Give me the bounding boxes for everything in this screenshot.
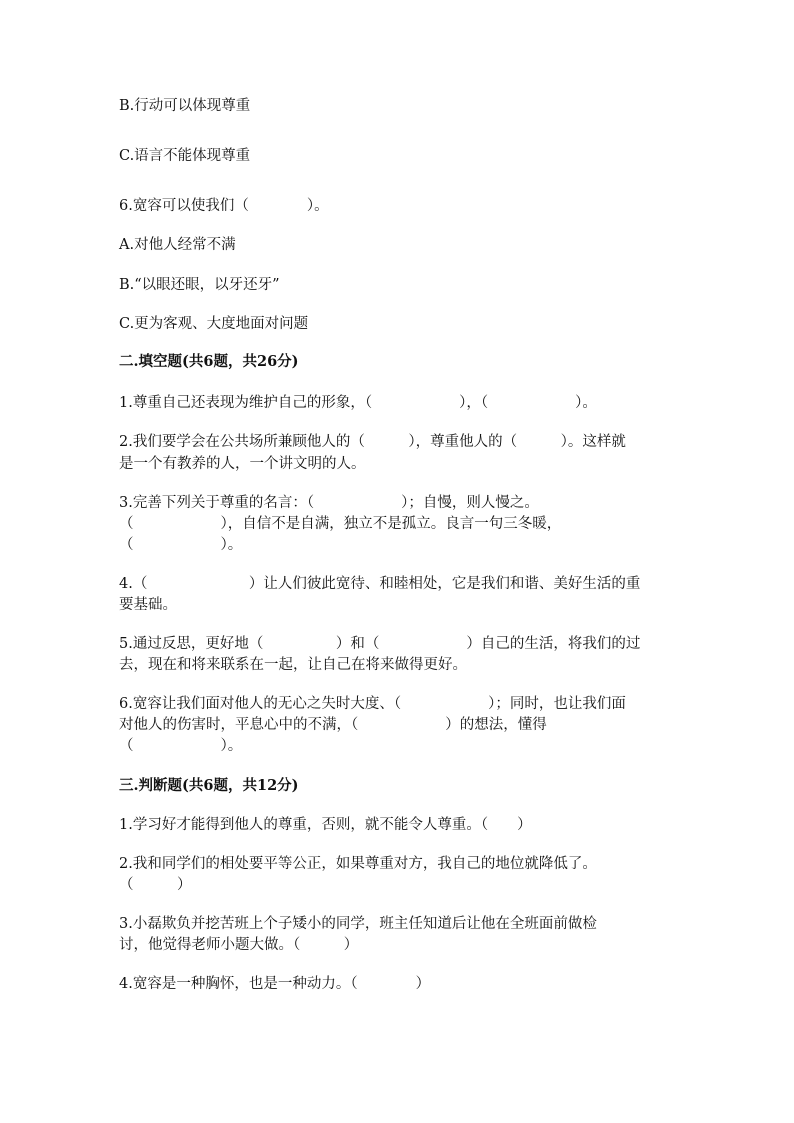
fill-question-3-line-2: （ ），自信不是自满，独立不是孤立。良言一句三冬暖，: [119, 516, 562, 532]
fill-question-3-line-3: （ ）。: [119, 537, 243, 553]
option-b: B.“以眼还眼，以牙还牙”: [119, 277, 280, 293]
fill-question-2-line-2: 是一个有教养的人，一个讲文明的人。: [119, 456, 366, 472]
option-a: A.对他人经常不满: [119, 237, 236, 253]
fill-question-1: 1.尊重自己还表现为维护自己的形象，（ ），（ ）。: [119, 395, 597, 411]
question-6-tolerance: 6.宽容可以使我们（ ）。: [119, 198, 329, 214]
fill-question-3-line-1: 3.完善下列关于尊重的名言：（ ）；自慢，则人慢之。: [119, 495, 539, 511]
fill-question-2-line-1: 2.我们要学会在公共场所兼顾他人的（ ），尊重他人的（ ）。这样就: [119, 434, 626, 450]
tf-question-4: 4.宽容是一种胸怀，也是一种动力。（ ）: [119, 976, 431, 992]
option-c: C.更为客观、大度地面对问题: [119, 316, 309, 332]
tf-question-1: 1.学习好才能得到他人的尊重，否则，就不能令人尊重。（ ）: [119, 817, 532, 833]
fill-question-6-line-3: （ ）。: [119, 738, 243, 754]
tf-question-3-line-2: 讨，他觉得老师小题大做。（ ）: [119, 937, 359, 953]
option-b-action-shows-respect: B.行动可以体现尊重: [119, 98, 251, 114]
fill-question-4-line-2: 要基础。: [119, 597, 177, 613]
section-heading-true-false: 三.判断题(共6题，共12分): [119, 777, 299, 794]
fill-question-5-line-1: 5.通过反思，更好地（ ）和（ ）自己的生活，将我们的过: [119, 636, 641, 652]
fill-question-6-line-2: 对他人的伤害时，平息心中的不满，（ ）的想法，懂得: [119, 717, 547, 733]
tf-question-3-line-1: 3.小磊欺负并挖苦班上个子矮小的同学，班主任知道后让他在全班面前做检: [119, 916, 597, 932]
tf-question-2-line-1: 2.我和同学们的相处要平等公正，如果尊重对方，我自己的地位就降低了。: [119, 856, 597, 872]
tf-question-2-line-2: （ ）: [119, 877, 192, 893]
section-heading-fill-in: 二.填空题(共6题，共26分): [119, 353, 299, 370]
option-c-language-no-respect: C.语言不能体现尊重: [119, 148, 251, 164]
fill-question-4-line-1: 4.（ ）让人们彼此宽待、和睦相处，它是我们和谐、美好生活的重: [119, 576, 641, 592]
fill-question-6-line-1: 6.宽容让我们面对他人的无心之失时大度、（ ）；同时，也让我们面: [119, 696, 626, 712]
fill-question-5-line-2: 去，现在和将来联系在一起，让自己在将来做得更好。: [119, 657, 467, 673]
